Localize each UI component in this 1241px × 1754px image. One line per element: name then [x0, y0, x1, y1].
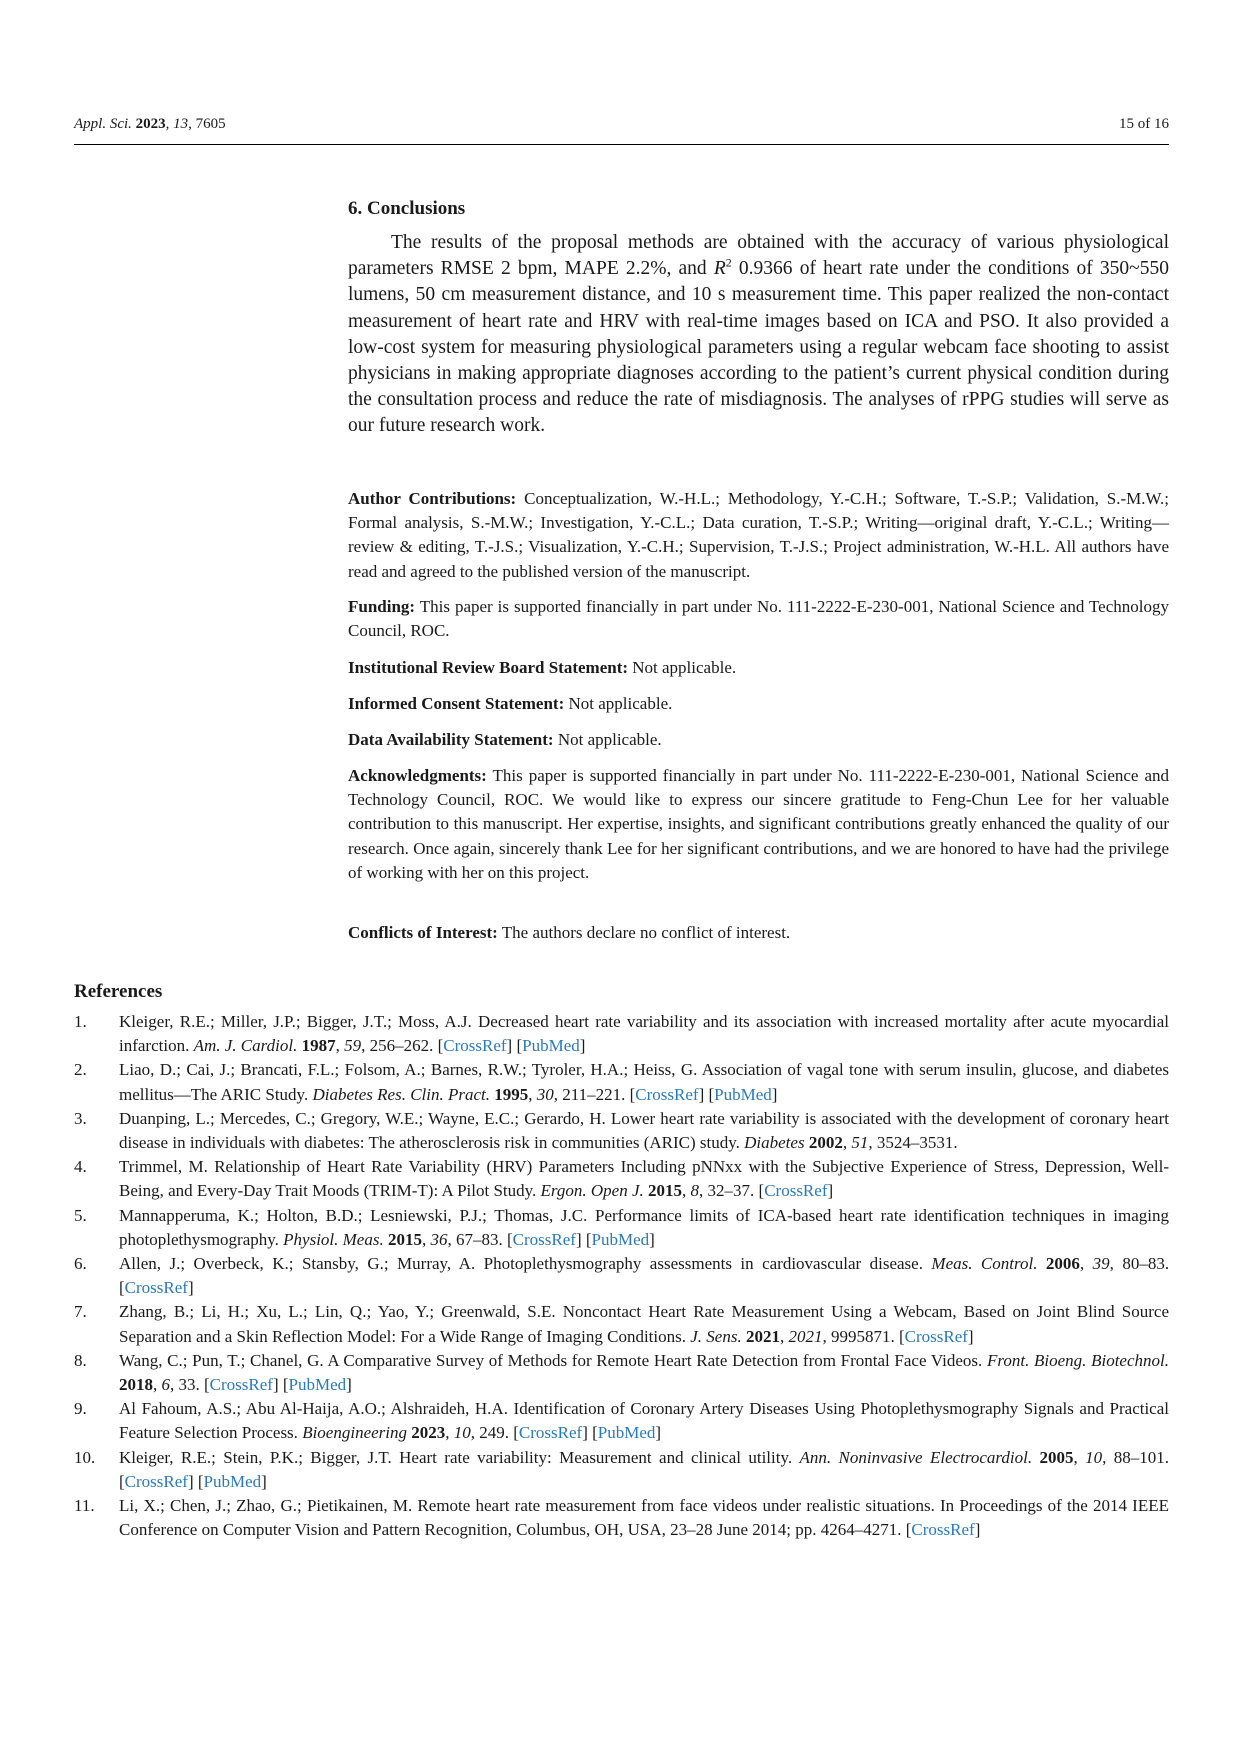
pubmed-link[interactable]: PubMed — [288, 1375, 347, 1395]
reference-text: Li, X.; Chen, J.; Zhao, G.; Pietikainen, M. Remote heart rate measurement from face videos under realistic situations. In Proceedings of the 2014 IEEE Conference on Computer Vision and Pattern Recognition, Columbus, OH, USA, 23–28 June 2014; pp. 4264–4271. [CrossRef] — [119, 1496, 1169, 1540]
reference-authors-title: Liao, D.; Cai, J.; Brancati, F.L.; Folsom, A.; Barnes, R.W.; Tyroler, H.A.; Heiss, G. Association of vagal tone with serum insulin, glucose, and diabetes mellitus—The ARIC Study. — [119, 1060, 1169, 1104]
reference-number: 5. — [74, 1205, 87, 1225]
text: Not applicable. — [628, 658, 737, 677]
crossref-link[interactable]: CrossRef — [209, 1375, 273, 1395]
reference-text: Mannapperuma, K.; Holton, B.D.; Lesniewski, P.J.; Thomas, J.C. Performance limits of ICA-based heart rate identification techniques in imaging photoplethysmography. Physiol. Meas. 2015, 36, 67–83. [CrossRef] [PubMed] — [119, 1205, 1169, 1249]
pubmed-link[interactable]: PubMed — [591, 1229, 650, 1249]
reference-item — [74, 1300, 1169, 1348]
crossref-link[interactable]: CrossRef — [904, 1326, 968, 1346]
text: Not applicable. — [564, 694, 673, 713]
label: Data Availability Statement: — [348, 730, 554, 749]
pubmed-link[interactable]: PubMed — [714, 1084, 772, 1104]
reference-journal: J. Sens. — [690, 1326, 742, 1346]
reference-volume: 30 — [536, 1084, 554, 1104]
text: This paper is supported financially in part under No. 111-2222-E-230-001, National Science and Technology Council, ROC. We would like to express our sincere gratitude to Feng-Chun Lee for her valuable contribution to this manuscript. Her expertise, insights, and significant contributions greatly enhanced the quality of our research. Once again, sincerely thank Lee for her significant contributions, and we are honored to have had the privilege of working with her on this project. — [348, 766, 1169, 882]
reference-number: 6. — [74, 1254, 87, 1274]
reference-number: 10. — [74, 1447, 96, 1467]
citation-header: Appl. Sci. 2023, 13, 7605 — [74, 116, 226, 132]
reference-volume: 10 — [453, 1423, 471, 1443]
reference-pages: 9995871. — [830, 1326, 895, 1346]
reference-item — [74, 1107, 1169, 1155]
pubmed-link[interactable]: PubMed — [203, 1471, 262, 1491]
reference-item — [74, 1397, 1169, 1445]
reference-authors-title: Duanping, L.; Mercedes, C.; Gregory, W.E.; Wayne, E.C.; Gerardo, H. Lower heart rate variability is associated with the development of coronary heart disease in individuals with diabetes: The atherosclerosis risk in communities (ARIC) study. — [119, 1108, 1169, 1153]
reference-volume: 39 — [1092, 1254, 1110, 1274]
r-squared-symbol: R — [713, 258, 726, 280]
reference-pages: 88–101. — [1113, 1447, 1170, 1467]
label: Informed Consent Statement: — [348, 694, 565, 713]
conflicts-of-interest — [348, 921, 1169, 945]
reference-journal: Physiol. Meas. — [283, 1229, 384, 1249]
crossref-link[interactable]: CrossRef — [635, 1084, 699, 1104]
reference-year: 2023 — [411, 1423, 446, 1443]
crossref-link[interactable]: CrossRef — [124, 1471, 188, 1491]
reference-text: Kleiger, R.E.; Stein, P.K.; Bigger, J.T. Heart rate variability: Measurement and clinical utility. Ann. Noninvasive Electrocardiol. 2005, 10, 88–101. [CrossRef] [PubMed] — [119, 1447, 1170, 1491]
reference-year: 2002 — [808, 1133, 843, 1153]
crossref-link[interactable]: CrossRef — [443, 1036, 507, 1056]
reference-volume: 6 — [161, 1375, 170, 1395]
reference-text: Kleiger, R.E.; Miller, J.P.; Bigger, J.T.; Moss, A.J. Decreased heart rate variability and its association with increased mortality after acute myocardial infarction. Am. J. Cardiol. 1987, 59, 256–262. [CrossRef] [PubMed] — [119, 1012, 1169, 1056]
reference-text: Duanping, L.; Mercedes, C.; Gregory, W.E.; Wayne, E.C.; Gerardo, H. Lower heart rate variability is associated with the development of coronary heart disease in individuals with diabetes: The atherosclerosis risk in communities (ARIC) study. Diabetes 2002, 51, 3524–3531. — [119, 1108, 1169, 1153]
reference-authors-title: Trimmel, M. Relationship of Heart Rate Variability (HRV) Parameters Including pNNxx with the Subjective Experience of Stress, Depression, Well-Being, and Every-Day Trait Moods (TRIM-T): A Pilot Study. — [119, 1157, 1169, 1201]
label: Institutional Review Board Statement: — [348, 658, 629, 677]
funding-statement — [348, 595, 1169, 643]
reference-pages: 249. — [479, 1423, 509, 1443]
reference-volume: 10 — [1085, 1447, 1103, 1467]
reference-text: Trimmel, M. Relationship of Heart Rate Variability (HRV) Parameters Including pNNxx with the Subjective Experience of Stress, Depression, Well-Being, and Every-Day Trait Moods (TRIM-T): A Pilot Study. Ergon. Open J. 2015, 8, 32–37. [CrossRef] — [119, 1157, 1169, 1201]
text: Conceptualization, W.-H.L.; Methodology, Y.-C.H.; Software, T.-S.P.; Validation, S.-M.W.; Formal analysis, S.-M.W.; Investigation, Y.-C.L.; Data curation, T.-S.P.; Writing—original draft, Y.-C.L.; Writing—review & editing, T.-J.S.; Visualization, Y.-C.H.; Supervision, T.-J.S.; Project administration, W.-H.L. All authors have read and agreed to the published version of the manuscript. — [348, 489, 1169, 581]
reference-item — [74, 1058, 1169, 1106]
label: Funding: — [348, 597, 416, 616]
pubmed-link[interactable]: PubMed — [597, 1423, 656, 1443]
reference-authors-title: Li, X.; Chen, J.; Zhao, G.; Pietikainen, M. Remote heart rate measurement from face videos under realistic situations. In Proceedings of the 2014 IEEE Conference on Computer Vision and Pattern Recognition, Columbus, OH, USA, 23–28 June 2014; pp. 4264–4271. — [119, 1496, 1169, 1540]
reference-year: 2006 — [1045, 1254, 1080, 1274]
reference-pages: 33. — [178, 1375, 200, 1395]
informed-consent-statement — [348, 692, 1169, 716]
reference-text: Zhang, B.; Li, H.; Xu, L.; Lin, Q.; Yao, Y.; Greenwald, S.E. Noncontact Heart Rate Measurement Using a Webcam, Based on Joint Blind Source Separation and a Skin Reflection Model: For a Wide Range of Imaging Conditions. J. Sens. 2021, 2021, 9995871. [CrossRef] — [119, 1302, 1169, 1346]
reference-year: 1995 — [494, 1084, 529, 1104]
reference-pages: 67–83. — [455, 1229, 503, 1249]
data-availability-statement — [348, 728, 1169, 752]
text: This paper is supported financially in part under No. 111-2222-E-230-001, National Science and Technology Council, ROC. — [348, 597, 1169, 641]
reference-pages: 256–262. — [369, 1036, 434, 1056]
reference-number: 1. — [74, 1012, 87, 1031]
acknowledgments — [348, 764, 1169, 885]
reference-text: Wang, C.; Pun, T.; Chanel, G. A Comparative Survey of Methods for Remote Heart Rate Detection from Frontal Face Videos. Front. Bioeng. Biotechnol. 2018, 6, 33. [CrossRef] [PubMed] — [119, 1350, 1169, 1395]
conclusions-text-1: The results of the proposal methods are obtained with the accuracy of various physiological parameters RMSE 2 bpm, MAPE 2.2%, and — [348, 232, 1169, 280]
reference-list — [74, 1010, 1169, 1542]
reference-pages: 3524–3531. — [876, 1133, 958, 1153]
reference-journal: Bioengineering — [302, 1423, 407, 1443]
label: Conflicts of Interest: — [348, 923, 498, 942]
reference-text: Al Fahoum, A.S.; Abu Al-Haija, A.O.; Alshraideh, H.A. Identification of Coronary Artery Diseases Using Photoplethysmography Signals and Practical Feature Selection Process. Bioengineering 2023, 10, 249. [CrossRef] [PubMed] — [119, 1399, 1169, 1443]
reference-number: 3. — [74, 1108, 87, 1128]
reference-item — [74, 1349, 1169, 1397]
reference-year: 2015 — [387, 1229, 422, 1249]
reference-journal: Front. Bioeng. Biotechnol. — [986, 1350, 1169, 1370]
reference-year: 2015 — [648, 1181, 683, 1201]
reference-journal: Meas. Control. — [931, 1254, 1038, 1274]
reference-volume: 51 — [851, 1133, 869, 1153]
journal-volume: 13 — [173, 116, 189, 132]
text: Not applicable. — [553, 730, 662, 749]
reference-journal: Ergon. Open J. — [540, 1181, 644, 1201]
reference-pages: 211–221. — [562, 1084, 626, 1104]
journal-name: Appl. Sci. — [74, 116, 132, 132]
reference-pages: 80–83. — [1122, 1254, 1170, 1274]
reference-item — [74, 1494, 1169, 1542]
label: Acknowledgments: — [348, 766, 487, 785]
reference-pages: 32–37. — [707, 1181, 755, 1201]
reference-authors-title: Al Fahoum, A.S.; Abu Al-Haija, A.O.; Alshraideh, H.A. Identification of Coronary Artery Diseases Using Photoplethysmography Signals and Practical Feature Selection Process. — [119, 1399, 1169, 1443]
crossref-link[interactable]: CrossRef — [124, 1278, 188, 1298]
reference-item — [74, 1155, 1169, 1203]
text: The authors declare no conflict of interest. — [497, 923, 791, 942]
reference-item — [74, 1446, 1169, 1494]
reference-number: 2. — [74, 1060, 87, 1080]
author-contributions — [348, 487, 1169, 584]
reference-year: 2005 — [1039, 1447, 1074, 1467]
reference-authors-title: Allen, J.; Overbeck, K.; Stansby, G.; Murray, A. Photoplethysmography assessments in cardiovascular disease. — [119, 1254, 932, 1274]
article-number: 7605 — [195, 116, 226, 132]
reference-volume: 2021 — [788, 1326, 823, 1346]
reference-text: Allen, J.; Overbeck, K.; Stansby, G.; Murray, A. Photoplethysmography assessments in cardiovascular disease. Meas. Control. 2006, 39, 80–83. [CrossRef] — [119, 1254, 1170, 1298]
crossref-link[interactable]: CrossRef — [911, 1520, 975, 1540]
reference-year: 2021 — [745, 1326, 780, 1346]
irb-statement — [348, 656, 1169, 680]
reference-journal: Diabetes Res. Clin. Pract. — [312, 1084, 490, 1104]
reference-number: 8. — [74, 1350, 87, 1370]
reference-journal: Ann. Noninvasive Electrocardiol. — [799, 1447, 1033, 1467]
reference-volume: 36 — [430, 1229, 448, 1249]
reference-volume: 59 — [344, 1036, 362, 1056]
reference-number: 7. — [74, 1302, 87, 1322]
reference-authors-title: Kleiger, R.E.; Miller, J.P.; Bigger, J.T.; Moss, A.J. Decreased heart rate variability and its association with increased mortality after acute myocardial infarction. — [119, 1012, 1169, 1056]
reference-number: 11. — [74, 1496, 95, 1516]
reference-text: Liao, D.; Cai, J.; Brancati, F.L.; Folsom, A.; Barnes, R.W.; Tyroler, H.A.; Heiss, G. Association of vagal tone with serum insulin, glucose, and diabetes mellitus—The ARIC Study. Diabetes Res. Clin. Pract. 1995, 30, 211–221. [CrossRef] [PubMed] — [119, 1060, 1169, 1104]
label: Author Contributions: — [348, 489, 517, 508]
reference-item — [74, 1252, 1169, 1300]
reference-year: 2018 — [119, 1375, 153, 1395]
crossref-link[interactable]: CrossRef — [518, 1423, 583, 1443]
conclusions-paragraph — [348, 230, 1169, 440]
reference-year: 1987 — [301, 1036, 336, 1056]
reference-authors-title: Zhang, B.; Li, H.; Xu, L.; Lin, Q.; Yao, Y.; Greenwald, S.E. Noncontact Heart Rate Measurement Using a Webcam, Based on Joint Blind Source Separation and a Skin Reflection Model: For a Wide Range of Imaging Conditions. — [119, 1302, 1169, 1346]
reference-journal: Am. J. Cardiol. — [193, 1036, 298, 1056]
conclusions-text-2: 0.9366 of heart rate under the conditions of 350~550 lumens, 50 cm measurement distance, and 10 s measurement time. This paper realized the non-contact measurement of heart rate and HRV with real-time images based on ICA and PSO. It also provided a low-cost system for measuring physiological parameters using a regular webcam face shooting to assist physicians in making appropriate diagnoses according to the patient’s current physical condition during the consultation process and reduce the rate of misdiagnosis. The analyses of rPPG studies will serve as our future research work. — [348, 258, 1169, 437]
reference-authors-title: Kleiger, R.E.; Stein, P.K.; Bigger, J.T. Heart rate variability: Measurement and clinical utility. — [119, 1447, 800, 1467]
reference-authors-title: Wang, C.; Pun, T.; Chanel, G. A Comparative Survey of Methods for Remote Heart Rate Detection from Frontal Face Videos. — [119, 1350, 987, 1370]
reference-number: 4. — [74, 1157, 87, 1177]
header-divider — [74, 144, 1169, 145]
reference-volume: 8 — [690, 1181, 700, 1201]
page-number: 15 of 16 — [1119, 116, 1169, 132]
reference-journal: Diabetes — [744, 1133, 805, 1153]
reference-item — [74, 1010, 1169, 1058]
section-title-conclusions: 6. Conclusions — [348, 198, 466, 219]
r-squared-superscript: 2 — [725, 255, 732, 270]
reference-item — [74, 1204, 1169, 1252]
reference-number: 9. — [74, 1399, 87, 1419]
crossref-link[interactable]: CrossRef — [764, 1181, 828, 1201]
running-header — [74, 114, 1169, 134]
references-title: References — [74, 981, 163, 1002]
crossref-link[interactable]: CrossRef — [512, 1229, 576, 1249]
reference-authors-title: Mannapperuma, K.; Holton, B.D.; Lesniewski, P.J.; Thomas, J.C. Performance limits of ICA-based heart rate identification techniques in imaging photoplethysmography. — [119, 1205, 1169, 1249]
pubmed-link[interactable]: PubMed — [522, 1036, 580, 1056]
journal-year: 2023 — [135, 116, 166, 132]
